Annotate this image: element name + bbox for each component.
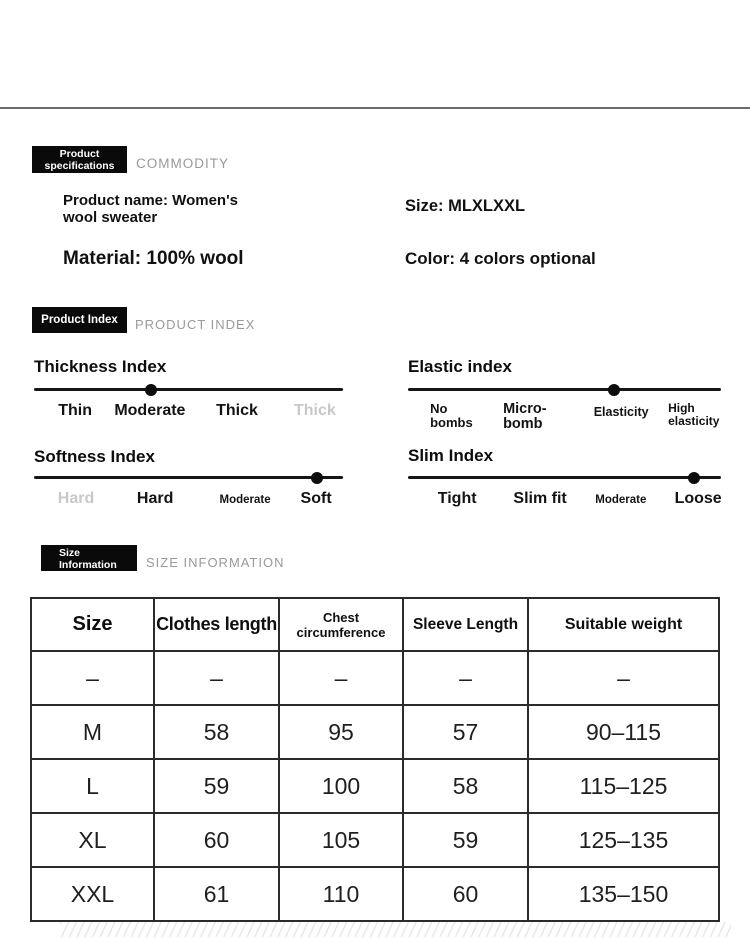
softness-slider-labels: [34, 490, 343, 514]
slider-label: Micro- bomb: [503, 401, 547, 432]
product-color-text: Color: 4 colors optional: [405, 249, 596, 268]
slider-label: Thick: [216, 402, 258, 419]
slider-label: Elasticity: [593, 405, 649, 419]
softness-slider-track: [34, 476, 343, 479]
product-name-text: Product name: Women's wool sweater: [63, 192, 238, 226]
size-information-badge: [41, 545, 137, 571]
softness-index-title: Softness Index: [34, 447, 155, 466]
slider-label: High elasticity: [668, 401, 720, 428]
slider-label: Slim fit: [513, 490, 567, 507]
slider-label: Thick: [293, 402, 336, 419]
slim-slider-labels: [408, 490, 721, 514]
slider-label: Moderate: [219, 494, 271, 506]
slider-label: Loose: [674, 490, 722, 507]
product-size-text: Size: MLXLXXL: [405, 197, 526, 215]
slider-label: Moderate: [595, 494, 647, 506]
cell-sleeve: 59: [403, 813, 528, 867]
cell-size: XXL: [31, 867, 154, 921]
cell-sleeve: –: [403, 651, 528, 705]
cell-chest: 100: [279, 759, 403, 813]
cell-weight: 125–135: [528, 813, 719, 867]
slider-label: Hard: [57, 490, 95, 507]
cell-chest: –: [279, 651, 403, 705]
cell-sleeve: 57: [403, 705, 528, 759]
elastic-slider-labels: [408, 402, 721, 436]
cell-length: 59: [154, 759, 279, 813]
badge-line: specifications: [44, 160, 115, 172]
cell-size: L: [31, 759, 154, 813]
decorative-hatch-strip: [60, 922, 731, 937]
cell-length: 61: [154, 867, 279, 921]
slim-index-title: Slim Index: [408, 446, 494, 465]
col-header-weight: Suitable weight: [528, 598, 719, 651]
cell-weight: 90–115: [528, 705, 719, 759]
product-material-text: Material: 100% wool: [63, 248, 244, 269]
slider-label: Tight: [437, 490, 477, 507]
product-index-heading: PRODUCT INDEX: [135, 317, 256, 332]
col-header-sleeve: Sleeve Length: [403, 598, 528, 651]
col-header-size: Size: [31, 598, 154, 651]
cell-size: XL: [31, 813, 154, 867]
cell-sleeve: 60: [403, 867, 528, 921]
badge-line: Information: [59, 559, 117, 571]
badge-line: Product: [59, 148, 100, 160]
cell-length: 58: [154, 705, 279, 759]
size-information-heading: SIZE INFORMATION: [146, 555, 285, 570]
slider-label: Hard: [136, 490, 174, 507]
col-header-clothes: Clothes length: [154, 598, 279, 651]
col-header-chest: Chest circumference: [279, 598, 403, 651]
table-header-row: [31, 598, 719, 651]
product-specifications-badge: [32, 146, 127, 173]
slider-label: Thin: [58, 402, 92, 419]
table-row: [31, 705, 719, 759]
elastic-slider-dot: [608, 384, 620, 396]
slim-slider-dot: [688, 472, 700, 484]
slider-label: No bombs: [430, 401, 473, 430]
cell-weight: 135–150: [528, 867, 719, 921]
cell-chest: 105: [279, 813, 403, 867]
softness-slider-dot: [311, 472, 323, 484]
cell-chest: 110: [279, 867, 403, 921]
table-row: [31, 759, 719, 813]
table-row: [31, 813, 719, 867]
cell-length: 60: [154, 813, 279, 867]
thickness-slider-track: [34, 388, 343, 391]
cell-weight: –: [528, 651, 719, 705]
cell-size: –: [31, 651, 154, 705]
cell-weight: 115–125: [528, 759, 719, 813]
table-row: [31, 867, 719, 921]
thickness-slider-dot: [145, 384, 157, 396]
badge-line: Size: [59, 547, 81, 559]
elastic-index-title: Elastic index: [408, 357, 512, 376]
product-index-badge: Product Index: [32, 307, 127, 333]
thickness-index-title: Thickness Index: [34, 357, 167, 376]
top-divider: [0, 107, 750, 109]
table-row: [31, 651, 719, 705]
thickness-slider-labels: [34, 402, 343, 426]
cell-sleeve: 58: [403, 759, 528, 813]
slider-label: Moderate: [114, 402, 186, 419]
size-table: [30, 597, 720, 922]
elastic-slider-track: [408, 388, 721, 391]
cell-chest: 95: [279, 705, 403, 759]
slim-slider-track: [408, 476, 721, 479]
commodity-heading: COMMODITY: [136, 156, 229, 171]
cell-size: M: [31, 705, 154, 759]
slider-label: Soft: [300, 490, 332, 507]
cell-length: –: [154, 651, 279, 705]
